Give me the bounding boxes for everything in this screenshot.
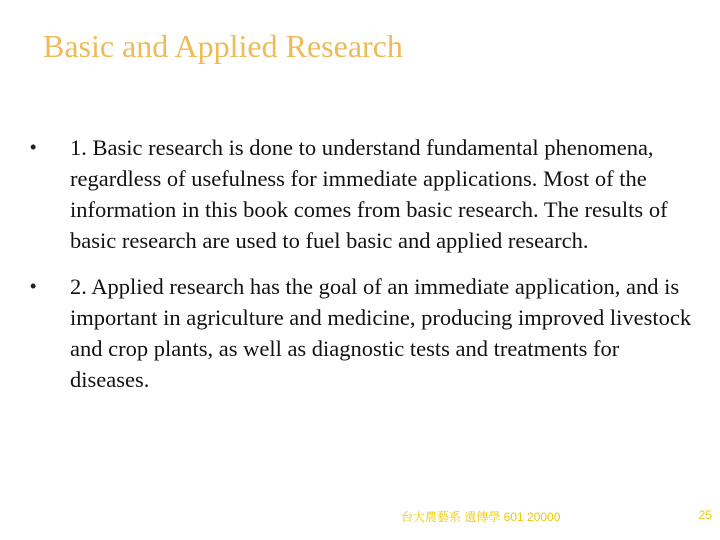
slide-title: Basic and Applied Research [43,28,403,64]
bullet-text: 1. Basic research is done to understand fundamental phenomena, regardless of usefulness for immediate applications. Most of the information in this book comes from basic research. The results of basic research are used to fuel basic and applied research. [70,135,668,253]
bullet-icon: • [30,137,37,157]
footer-text: 台大農藝系 遺傳學 601 20000 [401,510,561,524]
bullet-text: 2. Applied research has the goal of an immediate application, and is important in agriculture and medicine, producing improved livestock and crop plants, as well as diagnostic tests and treatments for diseases. [70,274,692,392]
bullet-item-basic-research [30,132,700,256]
page-number: 25 [698,508,712,522]
bullet-list [30,132,700,410]
bullet-item-applied-research [30,271,700,395]
bullet-icon: • [30,276,37,296]
